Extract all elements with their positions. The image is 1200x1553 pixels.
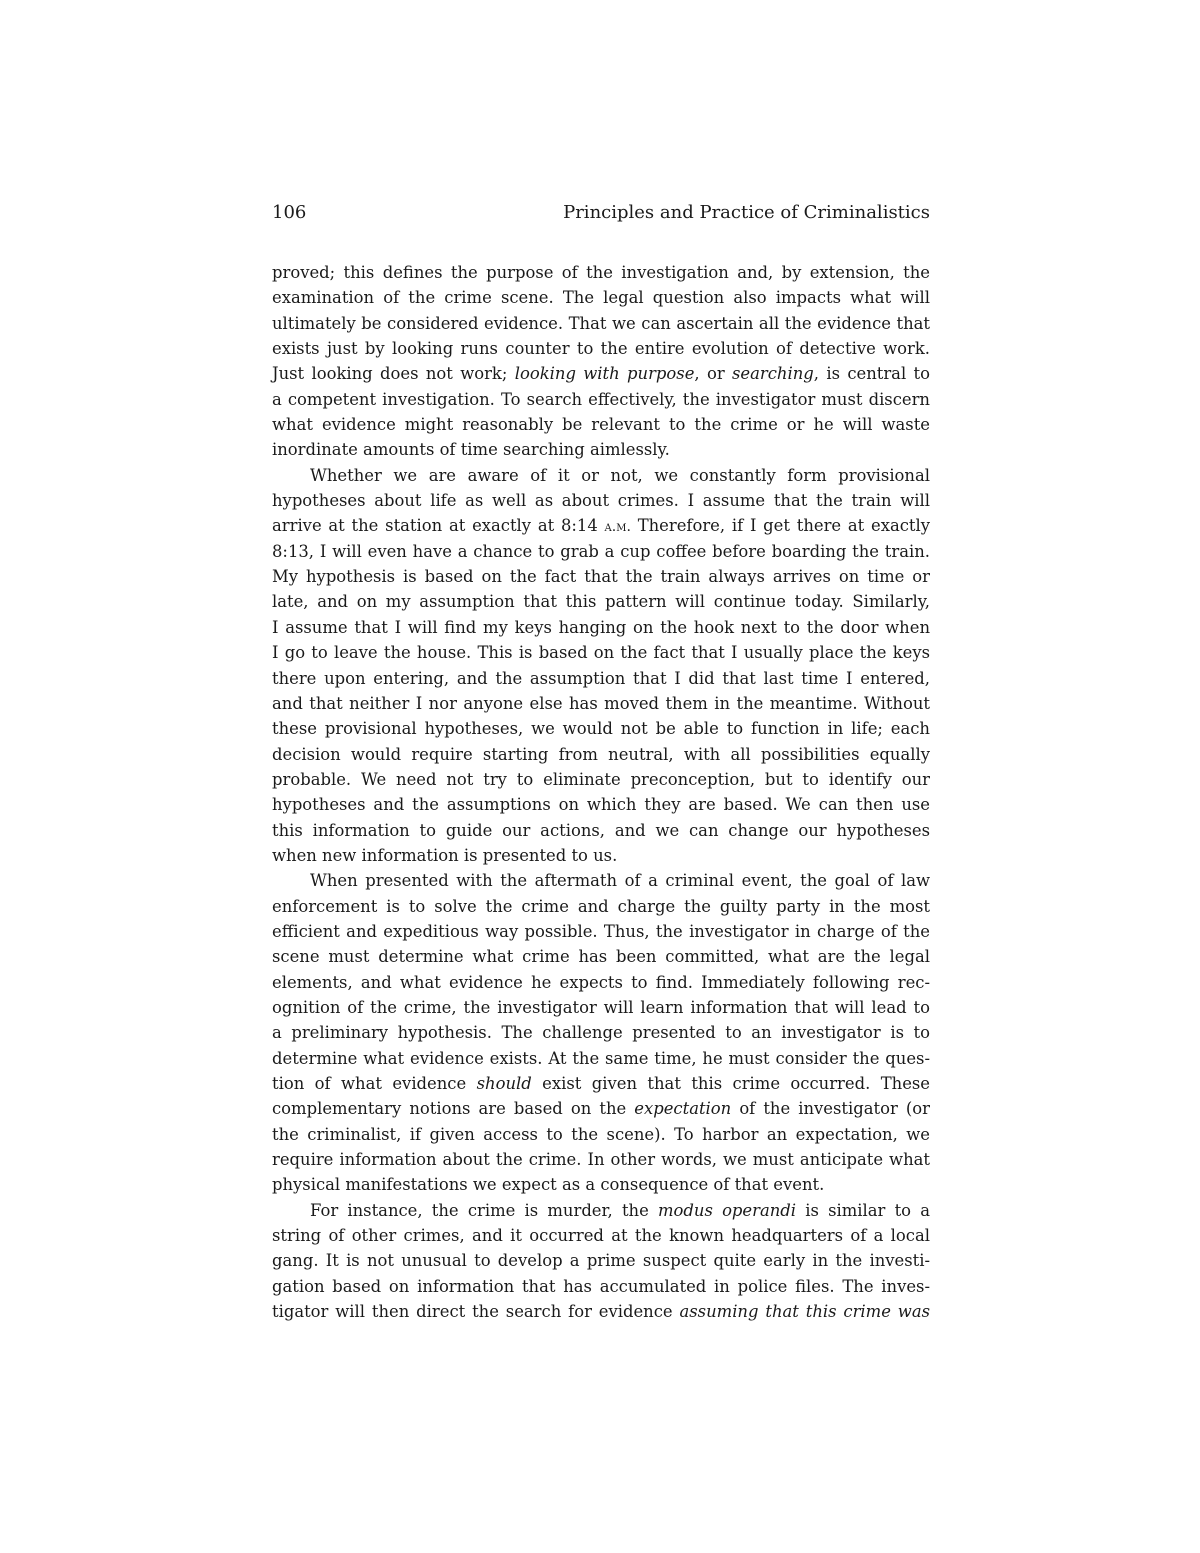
text-segment: when new information is presented to us. xyxy=(272,845,618,865)
text-segment: physical manifestations we expect as a consequence of that event. xyxy=(272,1175,825,1195)
text-line xyxy=(272,1147,930,1172)
text-line xyxy=(272,260,930,285)
italic-text: expectation xyxy=(634,1099,732,1119)
text-segment: string of other crimes, and it occurred at the known headquarters of a local xyxy=(272,1226,930,1246)
text-line xyxy=(272,1172,930,1197)
italic-text: should xyxy=(476,1074,532,1093)
running-title: Principles and Practice of Criminalistics xyxy=(563,202,930,223)
text-line xyxy=(272,868,930,893)
text-line xyxy=(272,1248,930,1273)
text-segment: exists just by looking runs counter to the entire evolution of detective work. xyxy=(272,339,930,359)
text-segment: late, and on my assumption that this pattern will continue today. Similarly, xyxy=(272,592,930,612)
text-line xyxy=(272,691,930,716)
text-segment: tigator will then direct the search for evidence xyxy=(272,1302,680,1322)
text-segment: For instance, the crime is murder, the xyxy=(310,1200,658,1220)
text-line xyxy=(272,311,930,336)
italic-text: assuming that this crime was xyxy=(679,1302,931,1322)
text-line xyxy=(272,1020,930,1045)
text-segment: , or xyxy=(694,364,733,384)
text-line xyxy=(272,640,930,665)
text-line xyxy=(272,1122,930,1147)
text-line xyxy=(272,336,930,361)
text-segment: proved; this defines the purpose of the investigation and, by extension, the xyxy=(272,263,930,282)
text-segment: hypotheses about life as well as about crimes. I assume that the train will xyxy=(272,491,930,511)
text-segment: tion of what evidence xyxy=(272,1074,477,1093)
text-line xyxy=(272,1198,930,1223)
text-line xyxy=(272,1096,930,1121)
text-line xyxy=(272,716,930,741)
text-segment: efficient and expeditious way possible. Thus, the investigator in charge of the xyxy=(272,921,930,941)
paragraph xyxy=(272,868,930,1197)
text-line xyxy=(272,589,930,614)
text-line xyxy=(272,437,930,462)
text-segment: Therefore, if I get there at exactly xyxy=(630,516,930,536)
text-line xyxy=(272,818,930,843)
text-segment: a preliminary hypothesis. The challenge presented to an investigator is to xyxy=(272,1023,930,1043)
text-segment: scene must determine what crime has been committed, what are the legal xyxy=(272,947,930,967)
text-line xyxy=(272,1223,930,1248)
text-segment: arrive at the station at exactly at 8:14 xyxy=(272,516,605,536)
paragraph xyxy=(272,463,930,869)
text-line xyxy=(272,387,930,412)
paragraph xyxy=(272,260,930,463)
text-segment: the criminalist, if given access to the scene). To harbor an expectation, we xyxy=(272,1124,930,1144)
text-segment: exist given that this crime occurred. These xyxy=(531,1074,931,1093)
text-line xyxy=(272,412,930,437)
text-segment: examination of the crime scene. The legal question also impacts what will xyxy=(272,288,930,308)
text-segment: ognition of the crime, the investigator will learn information that will lead to xyxy=(272,997,930,1017)
text-segment: there upon entering, and the assumption that I did that last time I entered, xyxy=(272,668,930,688)
text-line xyxy=(272,513,930,538)
text-line xyxy=(272,539,930,564)
text-line xyxy=(272,1071,930,1096)
text-line xyxy=(272,767,930,792)
text-line xyxy=(272,970,930,995)
text-segment: enforcement is to solve the crime and charge the guilty party in the most xyxy=(272,896,930,916)
text-segment: require information about the crime. In other words, we must anticipate what xyxy=(272,1150,930,1170)
text-line xyxy=(272,792,930,817)
text-segment: elements, and what evidence he expects to find. Immediately following rec- xyxy=(272,972,930,992)
text-segment: inordinate amounts of time searching aimlessly. xyxy=(272,440,670,460)
text-segment: decision would require starting from neutral, with all possibilities equally xyxy=(272,744,930,764)
text-segment: complementary notions are based on the xyxy=(272,1099,635,1119)
italic-text: modus operandi xyxy=(658,1200,797,1220)
running-header xyxy=(272,200,930,230)
text-segment: and that neither I nor anyone else has moved them in the meantime. Without xyxy=(272,693,930,713)
page-number: 106 xyxy=(272,202,307,223)
text-segment: I assume that I will find my keys hanging on the hook next to the door when xyxy=(272,617,930,637)
paragraph xyxy=(272,1198,930,1325)
text-line xyxy=(272,995,930,1020)
text-segment: a competent investigation. To search effectively, the investigator must discern xyxy=(272,389,930,409)
text-line xyxy=(272,742,930,767)
text-line xyxy=(272,1274,930,1299)
text-line xyxy=(272,894,930,919)
text-segment: My hypothesis is based on the fact that the train always arrives on time or xyxy=(272,567,930,587)
text-segment: is similar to a xyxy=(796,1200,930,1220)
smallcaps-text: a.m. xyxy=(604,519,631,536)
italic-text: searching xyxy=(732,364,814,384)
text-line xyxy=(272,615,930,640)
text-line xyxy=(272,843,930,868)
text-segment: gation based on information that has accumulated in police files. The inves- xyxy=(272,1276,930,1296)
text-segment: this information to guide our actions, and we can change our hypotheses xyxy=(272,820,930,840)
text-line xyxy=(272,361,930,386)
text-segment: gang. It is not unusual to develop a prime suspect quite early in the investi- xyxy=(272,1251,930,1271)
text-segment: ultimately be considered evidence. That we can ascertain all the evidence that xyxy=(272,313,930,333)
text-segment: probable. We need not try to eliminate preconception, but to identify our xyxy=(272,769,930,789)
text-line xyxy=(272,1046,930,1071)
text-segment: I go to leave the house. This is based on the fact that I usually place the keys xyxy=(272,643,930,663)
text-segment: , is central to xyxy=(813,364,930,384)
text-line xyxy=(272,666,930,691)
text-line xyxy=(272,285,930,310)
text-line xyxy=(272,564,930,589)
text-line xyxy=(272,919,930,944)
italic-text: looking with purpose xyxy=(514,364,695,384)
body-text xyxy=(272,260,930,1324)
text-segment: 8:13, I will even have a chance to grab a cup coffee before boarding the train. xyxy=(272,541,930,561)
text-line xyxy=(272,488,930,513)
text-segment: Just looking does not work; xyxy=(272,364,515,384)
text-line xyxy=(272,944,930,969)
text-segment: determine what evidence exists. At the same time, he must consider the ques- xyxy=(272,1048,930,1068)
text-segment: these provisional hypotheses, we would not be able to function in life; each xyxy=(272,719,930,739)
text-segment: of the investigator (or xyxy=(731,1099,930,1119)
text-segment: When presented with the aftermath of a criminal event, the goal of law xyxy=(310,871,930,891)
text-segment: hypotheses and the assumptions on which they are based. We can then use xyxy=(272,795,930,815)
text-line xyxy=(272,463,930,488)
text-line xyxy=(272,1299,930,1324)
text-segment: Whether we are aware of it or not, we constantly form provisional xyxy=(310,465,930,485)
text-segment: what evidence might reasonably be relevant to the crime or he will waste xyxy=(272,415,930,435)
